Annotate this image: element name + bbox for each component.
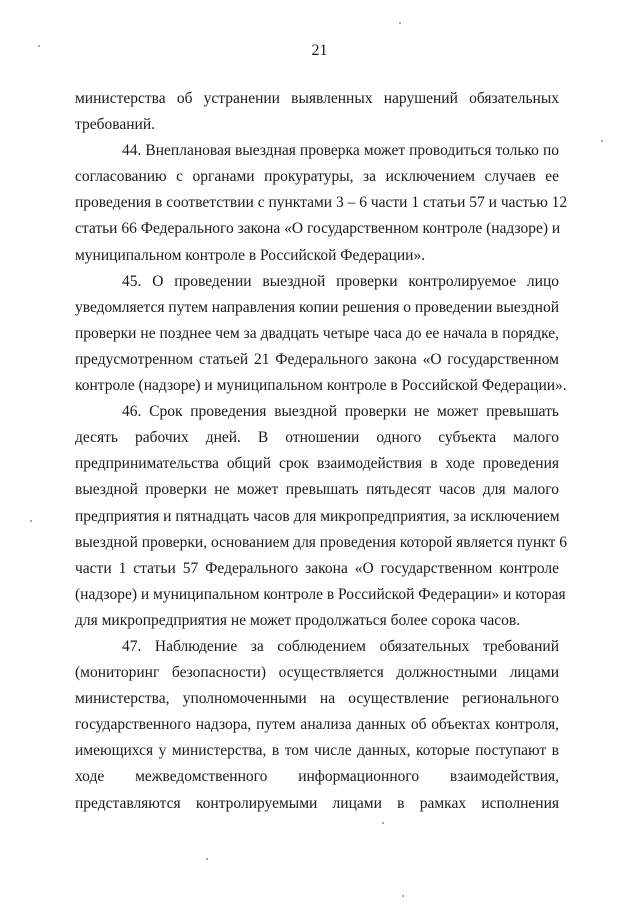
paragraph-continuation bbox=[75, 86, 559, 138]
text-line: 45. О проведении выездной проверки контролируемое лицо bbox=[122, 272, 559, 290]
text-line: выездной проверки, основанием для проведения которой является пункт 6 bbox=[75, 533, 568, 551]
page-number: 21 bbox=[311, 42, 328, 59]
text-line: министерства об устранении выявленных нарушений обязательных bbox=[75, 90, 559, 107]
scan-speck bbox=[38, 45, 40, 47]
scan-speck bbox=[601, 140, 603, 142]
paragraph-45 bbox=[75, 269, 567, 399]
text-line: предпринимательства общий срок взаимодействия в ходе проведения bbox=[75, 455, 559, 473]
text-line: проведения в соответствии с пунктами 3 – 6 части 1 статьи 57 и частью 12 bbox=[75, 194, 568, 212]
text-line: 47. Наблюдение за соблюдением обязательных требований bbox=[122, 637, 559, 655]
scan-speck bbox=[206, 858, 208, 860]
scan-speck bbox=[399, 22, 401, 24]
paragraph-46 bbox=[75, 399, 568, 634]
text-line: части 1 статьи 57 Федерального закона «О государственном контроле bbox=[75, 559, 559, 577]
text-line: для микропредприятия не может продолжаться более сорока часов. bbox=[75, 611, 521, 629]
text-line: требований. bbox=[75, 116, 155, 134]
text-line: контроле (надзоре) и муниципальном контроле в Российской Федерации». bbox=[75, 377, 567, 395]
paragraph-44 bbox=[75, 138, 568, 268]
text-line: выездной проверки не может превышать пятьдесят часов для малого bbox=[75, 481, 559, 499]
scan-speck bbox=[402, 895, 404, 897]
text-line: ходе межведомственного информационного взаимодействия, bbox=[75, 768, 559, 786]
text-line: имеющихся у министерства, в том числе данных, которые поступают в bbox=[75, 742, 559, 760]
text-line: проверки не позднее чем за двадцать четыре часа до ее начала в порядке, bbox=[75, 324, 559, 342]
text-line: 44. Внеплановая выездная проверка может проводиться только по bbox=[122, 142, 559, 160]
text-line: (надзоре) и муниципальном контроле в Российской Федерации» и которая bbox=[75, 585, 566, 603]
text-line: уведомляется путем направления копии решения о проведении выездной bbox=[75, 298, 560, 316]
text-line: муниципальном контроле в Российской Федерации». bbox=[75, 246, 426, 264]
scan-speck bbox=[30, 520, 32, 522]
text-line: государственного надзора, путем анализа данных об объектах контроля, bbox=[75, 716, 559, 734]
text-line: (мониторинг безопасности) осуществляется должностными лицами bbox=[75, 664, 559, 682]
text-line: предприятия и пятнадцать часов для микропредприятия, за исключением bbox=[75, 507, 560, 525]
paragraph-47 bbox=[75, 634, 559, 817]
text-line: десять рабочих дней. В отношении одного субъекта малого bbox=[75, 429, 559, 447]
text-line: согласованию с органами прокуратуры, за исключением случаев ее bbox=[75, 168, 559, 186]
scan-speck bbox=[382, 822, 384, 824]
text-line: представляются контролируемыми лицами в рамках исполнения bbox=[75, 794, 559, 812]
text-line: статьи 66 Федерального закона «О государственном контроле (надзоре) и bbox=[75, 220, 561, 238]
text-line: министерства, уполномоченными на осуществление регионального bbox=[75, 690, 559, 708]
text-line: предусмотренном статьей 21 Федерального закона «О государственном bbox=[75, 350, 559, 368]
text-line: 46. Срок проведения выездной проверки не может превышать bbox=[122, 403, 559, 421]
document-body bbox=[75, 86, 568, 817]
